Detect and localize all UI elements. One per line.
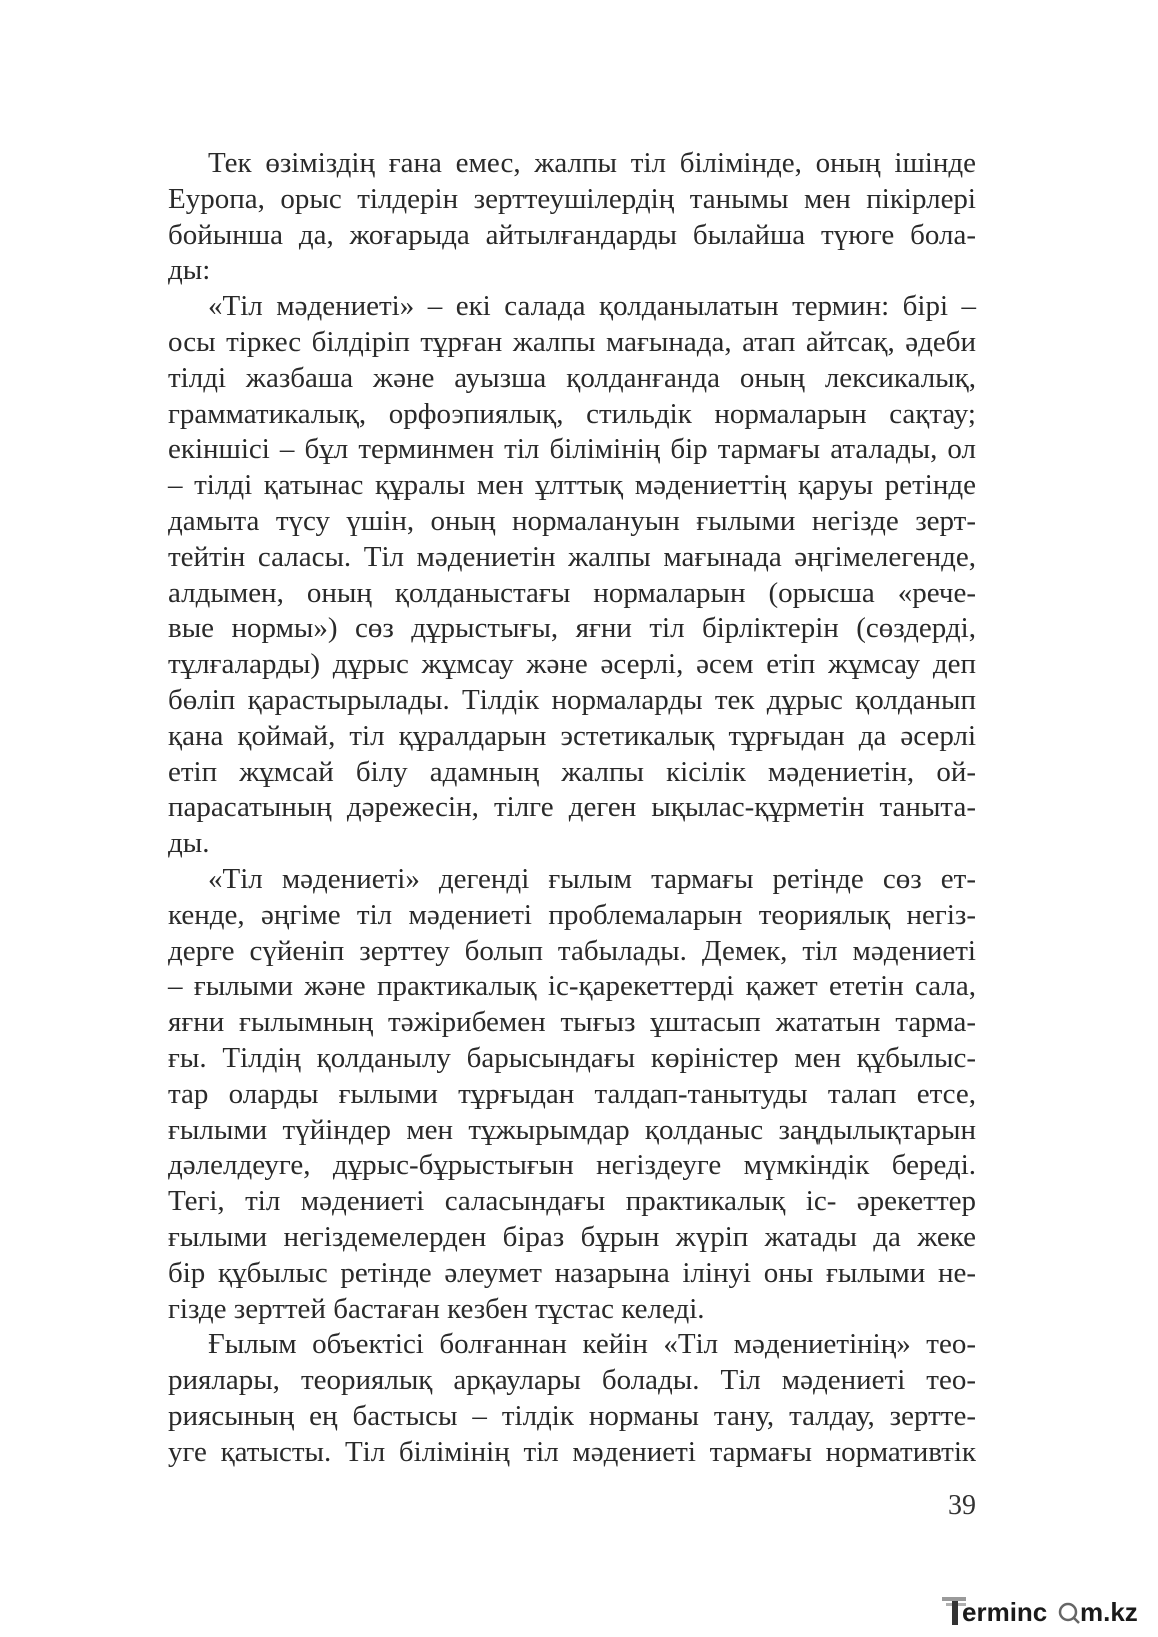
- text-line: тұлғаларды) дұрыс жұмсау және әсерлі, әсем етіп жұмсау деп: [168, 648, 976, 681]
- text-line: етіп жұмсай білу адамның жалпы кісілік мәдениетін, ой-: [168, 755, 976, 788]
- text-line: дәлелдеуге, дұрыс-бұрыстығын негіздеуге мүмкіндік береді.: [168, 1149, 976, 1182]
- text-line: яғни ғылымның тәжірибемен тығыз ұштасып жататын тарма-: [168, 1006, 976, 1039]
- text-line: грамматикалық, орфоэпиялық, стильдік нормаларын сақтау;: [168, 397, 976, 430]
- watermark-logo: [940, 1593, 1146, 1629]
- text-line: ды:: [168, 254, 211, 287]
- text-line: риясының ең бастысы – тілдік норманы тану, талдау, зертте-: [168, 1399, 976, 1432]
- text-line: бойынша да, жоғарыда айтылғандарды былайша түюге бола-: [168, 218, 976, 251]
- text-line: бір құбылыс ретінде әлеумет назарына ілінуі оны ғылыми не-: [168, 1256, 976, 1289]
- page-number: 39: [948, 1490, 976, 1521]
- text-line: уге қатысты. Тіл білімінің тіл мәдениеті тармағы нормативтік: [168, 1435, 976, 1468]
- text-line: гізде зерттей бастаған кезбен тұстас келеді.: [168, 1292, 705, 1325]
- text-line: осы тіркес білдіріп тұрған жалпы мағынада, атап айтсақ, әдеби: [168, 325, 976, 358]
- text-line: риялары, теориялық арқаулары болады. Тіл мәдениеті тео-: [168, 1364, 976, 1397]
- text-line: ғы. Тілдің қолданылу барысындағы көріністер мен құбылыс-: [168, 1041, 976, 1074]
- text-line: тар оларды ғылыми тұрғыдан талдап-танытуды талап етсе,: [168, 1077, 976, 1110]
- text-line: екіншісі – бұл терминмен тіл білімінің бір тармағы аталады, ол: [168, 433, 976, 466]
- text-line: «Тіл мәдениеті» дегенді ғылым тармағы ретінде сөз ет-: [208, 862, 976, 895]
- text-line: тілді жазбаша және ауызша қолданғанда оның лексикалық,: [168, 361, 976, 394]
- terminology-portal-logo-icon: [940, 1593, 1146, 1629]
- body-text: [168, 146, 976, 1470]
- text-line: Ғылым объектісі болғаннан кейін «Тіл мәдениетінің» тео-: [208, 1328, 976, 1361]
- text-line: алдымен, оның қолданыстағы нормаларын (орысша «рече-: [168, 576, 976, 609]
- text-line: ды.: [168, 827, 210, 860]
- text-line: – тілді қатынас құралы мен ұлттық мәдениеттің қаруы ретінде: [168, 469, 976, 502]
- text-line: Тек өзіміздің ғана емес, жалпы тіл білімінде, оның ішінде: [208, 147, 976, 179]
- text-line: ғылыми түйіндер мен тұжырымдар қолданыс заңдылықтарын: [168, 1113, 976, 1146]
- text-line: ғылыми негіздемелерден біраз бұрын жүріп жатады да жеке: [168, 1220, 976, 1253]
- svg-text:m.kz: m.kz: [1080, 1597, 1138, 1627]
- text-line: – ғылыми және практикалық іс-қарекеттерді қажет ететін сала,: [168, 970, 976, 1003]
- svg-text:erminc: erminc: [962, 1597, 1048, 1627]
- text-line: дамыта түсу үшін, оның нормалануын ғылыми негізде зерт-: [168, 504, 976, 537]
- text-line: кенде, әңгіме тіл мәдениеті проблемаларын теориялық негіз-: [168, 898, 976, 931]
- text-line: вые нормы») сөз дұрыстығы, яғни тіл бірліктерін (сөздерді,: [168, 612, 976, 645]
- text-line: тейтін саласы. Тіл мәдениетін жалпы мағынада әңгімелегенде,: [168, 540, 976, 573]
- text-line: «Тіл мәдениеті» – екі салада қолданылатын термин: бірі –: [208, 290, 976, 323]
- text-line: парасатының дәрежесін, тілге деген ықылас-құрметін таныта-: [168, 791, 976, 824]
- text-line: дерге сүйеніп зерттеу болып табылады. Демек, тіл мәдениеті: [168, 934, 976, 967]
- text-line: бөліп қарастырылады. Тілдік нормаларды тек дұрыс қолданып: [168, 683, 976, 716]
- text-line: Еуропа, орыс тілдерін зерттеушілердің танымы мен пікірлері: [168, 182, 976, 215]
- text-line: қана қоймай, тіл құралдарын эстетикалық тұрғыдан да әсерлі: [168, 719, 976, 752]
- text-line: Тегі, тіл мәдениеті саласындағы практикалық іс- әрекеттер: [168, 1185, 976, 1218]
